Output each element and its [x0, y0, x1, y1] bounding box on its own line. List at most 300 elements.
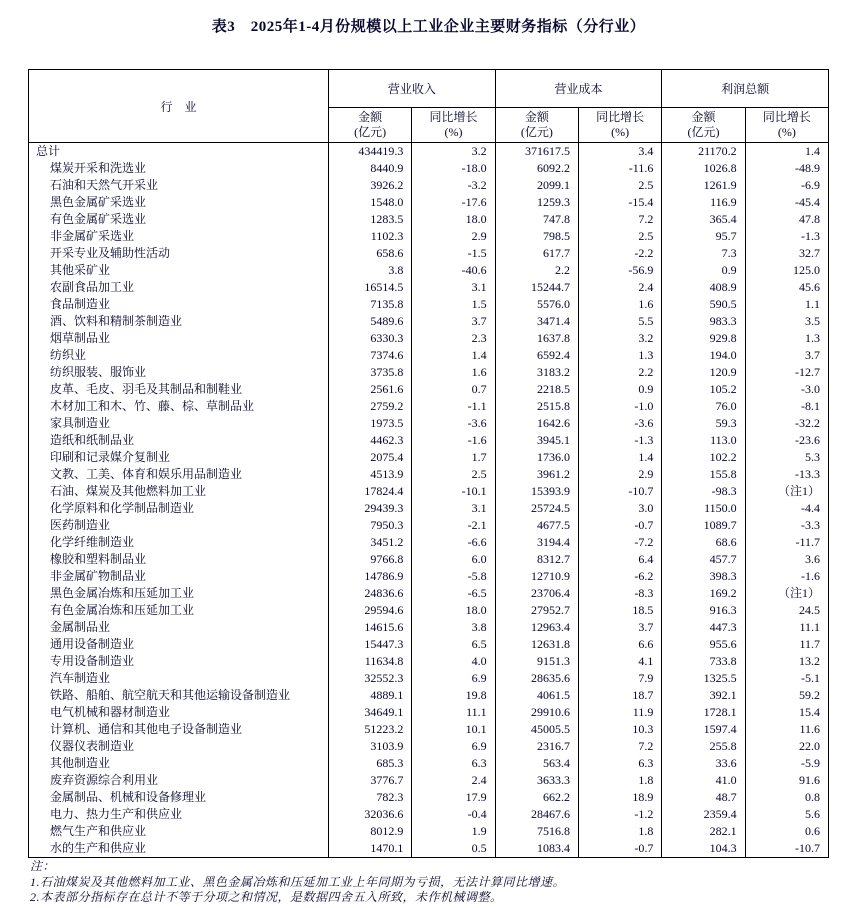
industry-name: 金属制品业 — [29, 619, 329, 636]
value-cell: 282.1 — [662, 823, 745, 840]
table-row — [29, 483, 829, 500]
value-cell: -3.2 — [412, 177, 495, 194]
value-cell: 3.7 — [579, 619, 662, 636]
table-row — [29, 687, 829, 704]
value-cell: 0.9 — [662, 262, 745, 279]
value-cell: -0.7 — [579, 517, 662, 534]
value-cell: 929.8 — [662, 330, 745, 347]
header-growth-unit: (%) — [611, 125, 630, 139]
value-cell: -23.6 — [745, 432, 828, 449]
value-cell: -2.1 — [412, 517, 495, 534]
value-cell: -1.5 — [412, 245, 495, 262]
value-cell: -3.6 — [579, 415, 662, 432]
industry-name: 化学原料和化学制品制造业 — [29, 500, 329, 517]
value-cell: 3.7 — [412, 313, 495, 330]
value-cell: 11.1 — [412, 704, 495, 721]
value-cell: -10.7 — [745, 840, 828, 858]
value-cell: 17824.4 — [329, 483, 412, 500]
value-cell: 105.2 — [662, 381, 745, 398]
value-cell: 59.3 — [662, 415, 745, 432]
value-cell: 617.7 — [495, 245, 578, 262]
industry-name: 其他采矿业 — [29, 262, 329, 279]
value-cell: 1548.0 — [329, 194, 412, 211]
value-cell: 1973.5 — [329, 415, 412, 432]
header-total-profit: 利润总额 — [662, 70, 829, 108]
value-cell: 1637.8 — [495, 330, 578, 347]
value-cell: 24.5 — [745, 602, 828, 619]
table-row — [29, 347, 829, 364]
industry-name: 印刷和记录媒介复制业 — [29, 449, 329, 466]
value-cell: 3.2 — [412, 143, 495, 161]
value-cell: 563.4 — [495, 755, 578, 772]
industry-name: 有色金属冶炼和压延加工业 — [29, 602, 329, 619]
value-cell: -0.7 — [579, 840, 662, 858]
value-cell: -6.2 — [579, 568, 662, 585]
table-row — [29, 721, 829, 738]
table-row — [29, 313, 829, 330]
value-cell: 1.1 — [745, 296, 828, 313]
value-cell: -6.9 — [745, 177, 828, 194]
table-row — [29, 398, 829, 415]
value-cell: -18.0 — [412, 160, 495, 177]
value-cell: 2.9 — [579, 466, 662, 483]
industry-name: 黑色金属冶炼和压延加工业 — [29, 585, 329, 602]
table-row — [29, 585, 829, 602]
value-cell: 10.3 — [579, 721, 662, 738]
value-cell: 5.3 — [745, 449, 828, 466]
value-cell: 4677.5 — [495, 517, 578, 534]
value-cell: 22.0 — [745, 738, 828, 755]
value-cell: -11.7 — [745, 534, 828, 551]
value-cell: 1.3 — [745, 330, 828, 347]
industry-name: 烟草制品业 — [29, 330, 329, 347]
value-cell: 6092.2 — [495, 160, 578, 177]
table-row — [29, 517, 829, 534]
value-cell: 0.5 — [412, 840, 495, 858]
value-cell: -13.3 — [745, 466, 828, 483]
value-cell: 18.7 — [579, 687, 662, 704]
table-row — [29, 704, 829, 721]
value-cell: 1325.5 — [662, 670, 745, 687]
header-amount-unit: (亿元) — [354, 125, 387, 139]
value-cell: 2359.4 — [662, 806, 745, 823]
value-cell: 2.5 — [579, 228, 662, 245]
value-cell: 9151.3 — [495, 653, 578, 670]
header-growth-label: 同比增长 — [762, 110, 811, 124]
value-cell: 5.5 — [579, 313, 662, 330]
value-cell: 0.7 — [412, 381, 495, 398]
table-row — [29, 602, 829, 619]
value-cell: 41.0 — [662, 772, 745, 789]
value-cell: 18.5 — [579, 602, 662, 619]
table-row — [29, 381, 829, 398]
value-cell: 32552.3 — [329, 670, 412, 687]
value-cell: 1.6 — [412, 364, 495, 381]
value-cell: 1.9 — [412, 823, 495, 840]
header-cost-amount — [495, 108, 578, 143]
value-cell: -6.5 — [412, 585, 495, 602]
value-cell: 747.8 — [495, 211, 578, 228]
industry-name: 酒、饮料和精制茶制造业 — [29, 313, 329, 330]
value-cell: -0.4 — [412, 806, 495, 823]
value-cell: 48.7 — [662, 789, 745, 806]
value-cell: -1.1 — [412, 398, 495, 415]
industry-name: 汽车制造业 — [29, 670, 329, 687]
value-cell: 2075.4 — [329, 449, 412, 466]
value-cell: 18.0 — [412, 602, 495, 619]
value-cell: 447.3 — [662, 619, 745, 636]
header-growth-label: 同比增长 — [429, 110, 478, 124]
table-row — [29, 330, 829, 347]
industry-name: 废弃资源综合利用业 — [29, 772, 329, 789]
value-cell: -12.7 — [745, 364, 828, 381]
table-row — [29, 755, 829, 772]
value-cell: 2515.8 — [495, 398, 578, 415]
value-cell: 2218.5 — [495, 381, 578, 398]
value-cell: 3.5 — [745, 313, 828, 330]
value-cell: -48.9 — [745, 160, 828, 177]
table-row — [29, 364, 829, 381]
table-row — [29, 177, 829, 194]
value-cell: 1259.3 — [495, 194, 578, 211]
value-cell: -45.4 — [745, 194, 828, 211]
value-cell: 733.8 — [662, 653, 745, 670]
value-cell: 3.8 — [329, 262, 412, 279]
table-row — [29, 194, 829, 211]
table-row — [29, 551, 829, 568]
industry-name: 文教、工美、体育和娱乐用品制造业 — [29, 466, 329, 483]
industry-name: 开采专业及辅助性活动 — [29, 245, 329, 262]
industry-name: 金属制品、机械和设备修理业 — [29, 789, 329, 806]
value-cell: 3633.3 — [495, 772, 578, 789]
value-cell: 6592.4 — [495, 347, 578, 364]
value-cell: 16514.5 — [329, 279, 412, 296]
industry-name: 电气机械和器材制造业 — [29, 704, 329, 721]
industry-name: 非金属矿物制品业 — [29, 568, 329, 585]
value-cell: -15.4 — [579, 194, 662, 211]
table-row — [29, 245, 829, 262]
value-cell: -56.9 — [579, 262, 662, 279]
value-cell: 371617.5 — [495, 143, 578, 161]
value-cell: 116.9 — [662, 194, 745, 211]
industry-name: 燃气生产和供应业 — [29, 823, 329, 840]
value-cell: 13.2 — [745, 653, 828, 670]
table-row — [29, 840, 829, 858]
value-cell: 4889.1 — [329, 687, 412, 704]
header-growth-unit: (%) — [777, 125, 796, 139]
header-industry: 行 业 — [29, 70, 329, 143]
value-cell: -32.2 — [745, 415, 828, 432]
value-cell: 120.9 — [662, 364, 745, 381]
value-cell: 5576.0 — [495, 296, 578, 313]
industry-name: 化学纤维制造业 — [29, 534, 329, 551]
value-cell: 6.6 — [579, 636, 662, 653]
value-cell: 7374.6 — [329, 347, 412, 364]
table-row — [29, 772, 829, 789]
value-cell: 2.9 — [412, 228, 495, 245]
value-cell: 3471.4 — [495, 313, 578, 330]
value-cell: 3.8 — [412, 619, 495, 636]
value-cell: 5.6 — [745, 806, 828, 823]
header-growth-unit: (%) — [444, 125, 463, 139]
industry-name: 专用设备制造业 — [29, 653, 329, 670]
value-cell: 6.3 — [412, 755, 495, 772]
industry-name: 计算机、通信和其他电子设备制造业 — [29, 721, 329, 738]
value-cell: 1.8 — [579, 823, 662, 840]
value-cell: 12710.9 — [495, 568, 578, 585]
value-cell: 1.6 — [579, 296, 662, 313]
value-cell: 3103.9 — [329, 738, 412, 755]
value-cell: 3451.2 — [329, 534, 412, 551]
value-cell: 1261.9 — [662, 177, 745, 194]
value-cell: 1283.5 — [329, 211, 412, 228]
value-cell: 11.1 — [745, 619, 828, 636]
header-revenue-amount — [329, 108, 412, 143]
value-cell: 102.2 — [662, 449, 745, 466]
value-cell: 5489.6 — [329, 313, 412, 330]
value-cell: 59.2 — [745, 687, 828, 704]
value-cell: 32.7 — [745, 245, 828, 262]
value-cell: 125.0 — [745, 262, 828, 279]
value-cell: 21170.2 — [662, 143, 745, 161]
value-cell: 2.4 — [412, 772, 495, 789]
industry-name: 水的生产和供应业 — [29, 840, 329, 858]
value-cell: 3.1 — [412, 500, 495, 517]
value-cell: 15.4 — [745, 704, 828, 721]
value-cell: 392.1 — [662, 687, 745, 704]
value-cell: -1.3 — [745, 228, 828, 245]
value-cell: 194.0 — [662, 347, 745, 364]
header-profit-growth — [745, 108, 828, 143]
table-row — [29, 296, 829, 313]
value-cell: -98.3 — [662, 483, 745, 500]
value-cell: -1.6 — [745, 568, 828, 585]
value-cell: 6.4 — [579, 551, 662, 568]
value-cell: 983.3 — [662, 313, 745, 330]
value-cell: 3945.1 — [495, 432, 578, 449]
value-cell: 1083.4 — [495, 840, 578, 858]
value-cell: 7516.8 — [495, 823, 578, 840]
value-cell: 28635.6 — [495, 670, 578, 687]
value-cell: 8012.9 — [329, 823, 412, 840]
header-operating-revenue: 营业收入 — [329, 70, 496, 108]
value-cell: 18.9 — [579, 789, 662, 806]
value-cell: 2759.2 — [329, 398, 412, 415]
value-cell: 1.4 — [745, 143, 828, 161]
value-cell: 91.6 — [745, 772, 828, 789]
value-cell: 1642.6 — [495, 415, 578, 432]
value-cell: -5.1 — [745, 670, 828, 687]
value-cell: 2.5 — [579, 177, 662, 194]
value-cell: 1.8 — [579, 772, 662, 789]
value-cell: 457.7 — [662, 551, 745, 568]
value-cell: 3.7 — [745, 347, 828, 364]
table-row — [29, 449, 829, 466]
value-cell: （注1） — [745, 585, 828, 602]
value-cell: 7.2 — [579, 211, 662, 228]
value-cell: -40.6 — [412, 262, 495, 279]
value-cell: -3.0 — [745, 381, 828, 398]
value-cell: 29439.3 — [329, 500, 412, 517]
table-row — [29, 534, 829, 551]
value-cell: 6.0 — [412, 551, 495, 568]
value-cell: 10.1 — [412, 721, 495, 738]
value-cell: -1.6 — [412, 432, 495, 449]
value-cell: -3.6 — [412, 415, 495, 432]
value-cell: 12963.4 — [495, 619, 578, 636]
value-cell: 2.2 — [579, 364, 662, 381]
industry-name: 造纸和纸制品业 — [29, 432, 329, 449]
value-cell: 3.6 — [745, 551, 828, 568]
value-cell: 17.9 — [412, 789, 495, 806]
value-cell: 4061.5 — [495, 687, 578, 704]
value-cell: 2.4 — [579, 279, 662, 296]
industry-name: 通用设备制造业 — [29, 636, 329, 653]
industry-name: 其他制造业 — [29, 755, 329, 772]
table-row — [29, 806, 829, 823]
value-cell: 6.9 — [412, 670, 495, 687]
value-cell: 45005.5 — [495, 721, 578, 738]
value-cell: 408.9 — [662, 279, 745, 296]
value-cell: 11634.8 — [329, 653, 412, 670]
table-body — [29, 143, 829, 858]
value-cell: 15393.9 — [495, 483, 578, 500]
value-cell: 51223.2 — [329, 721, 412, 738]
value-cell: 11.7 — [745, 636, 828, 653]
value-cell: 15447.3 — [329, 636, 412, 653]
value-cell: -6.6 — [412, 534, 495, 551]
table-row — [29, 568, 829, 585]
industry-name: 农副食品加工业 — [29, 279, 329, 296]
value-cell: 3194.4 — [495, 534, 578, 551]
value-cell: 2561.6 — [329, 381, 412, 398]
value-cell: 3.4 — [579, 143, 662, 161]
industry-name: 食品制造业 — [29, 296, 329, 313]
header-profit-amount — [662, 108, 745, 143]
value-cell: 45.6 — [745, 279, 828, 296]
value-cell: 9766.8 — [329, 551, 412, 568]
value-cell: 2.5 — [412, 466, 495, 483]
value-cell: 28467.6 — [495, 806, 578, 823]
value-cell: 0.8 — [745, 789, 828, 806]
industry-name: 木材加工和木、竹、藤、棕、草制品业 — [29, 398, 329, 415]
table-title: 表3 2025年1-4月份规模以上工业企业主要财务指标（分行业） — [211, 19, 646, 35]
value-cell: 169.2 — [662, 585, 745, 602]
value-cell: 6.3 — [579, 755, 662, 772]
header-amount-unit: (亿元) — [520, 125, 553, 139]
value-cell: 0.6 — [745, 823, 828, 840]
value-cell: 27952.7 — [495, 602, 578, 619]
footnote-2: 2.本表部分指标存在总计不等于分项之和情况，是数据四舍五入所致，未作机械调整。 — [30, 890, 503, 904]
value-cell: 6.9 — [412, 738, 495, 755]
value-cell: -2.2 — [579, 245, 662, 262]
value-cell: 3.0 — [579, 500, 662, 517]
industry-name: 非金属矿采选业 — [29, 228, 329, 245]
value-cell: -8.3 — [579, 585, 662, 602]
industry-name: 铁路、船舶、航空航天和其他运输设备制造业 — [29, 687, 329, 704]
value-cell: 113.0 — [662, 432, 745, 449]
value-cell: 365.4 — [662, 211, 745, 228]
value-cell: 2.2 — [495, 262, 578, 279]
value-cell: 23706.4 — [495, 585, 578, 602]
value-cell: 1728.1 — [662, 704, 745, 721]
value-cell: 11.9 — [579, 704, 662, 721]
value-cell: 29910.6 — [495, 704, 578, 721]
value-cell: 4.1 — [579, 653, 662, 670]
table-row — [29, 619, 829, 636]
value-cell: 662.2 — [495, 789, 578, 806]
value-cell: 0.9 — [579, 381, 662, 398]
value-cell: 8312.7 — [495, 551, 578, 568]
table-row — [29, 160, 829, 177]
value-cell: 398.3 — [662, 568, 745, 585]
value-cell: -8.1 — [745, 398, 828, 415]
table-row — [29, 653, 829, 670]
value-cell: -4.4 — [745, 500, 828, 517]
value-cell: 7950.3 — [329, 517, 412, 534]
value-cell: 590.5 — [662, 296, 745, 313]
table-row — [29, 738, 829, 755]
header-amount-label: 金额 — [524, 110, 549, 124]
footnote-label: 注： — [30, 859, 56, 873]
value-cell: 1.7 — [412, 449, 495, 466]
value-cell: 3926.2 — [329, 177, 412, 194]
table-row — [29, 789, 829, 806]
value-cell: 1470.1 — [329, 840, 412, 858]
value-cell: -1.2 — [579, 806, 662, 823]
value-cell: 4513.9 — [329, 466, 412, 483]
value-cell: 12631.8 — [495, 636, 578, 653]
value-cell: 2099.1 — [495, 177, 578, 194]
value-cell: 19.8 — [412, 687, 495, 704]
value-cell: 1.4 — [579, 449, 662, 466]
value-cell: 916.3 — [662, 602, 745, 619]
value-cell: 3183.2 — [495, 364, 578, 381]
industry-name: 有色金属矿采选业 — [29, 211, 329, 228]
value-cell: 25724.5 — [495, 500, 578, 517]
value-cell: 658.6 — [329, 245, 412, 262]
table-row — [29, 500, 829, 517]
footnotes — [30, 859, 565, 906]
value-cell: -1.0 — [579, 398, 662, 415]
value-cell: （注1） — [745, 483, 828, 500]
value-cell: -3.3 — [745, 517, 828, 534]
value-cell: 3735.8 — [329, 364, 412, 381]
industry-name: 煤炭开采和洗选业 — [29, 160, 329, 177]
value-cell: -5.9 — [745, 755, 828, 772]
value-cell: 1150.0 — [662, 500, 745, 517]
value-cell: 11.6 — [745, 721, 828, 738]
value-cell: -10.1 — [412, 483, 495, 500]
table-header — [29, 70, 829, 143]
header-revenue-growth — [412, 108, 495, 143]
value-cell: 1597.4 — [662, 721, 745, 738]
value-cell: 2316.7 — [495, 738, 578, 755]
value-cell: 7135.8 — [329, 296, 412, 313]
table-row — [29, 415, 829, 432]
value-cell: 255.8 — [662, 738, 745, 755]
header-amount-label: 金额 — [691, 110, 716, 124]
header-group-row — [29, 70, 829, 108]
header-amount-label: 金额 — [358, 110, 383, 124]
value-cell: 18.0 — [412, 211, 495, 228]
value-cell: 685.3 — [329, 755, 412, 772]
industry-name: 纺织服装、服饰业 — [29, 364, 329, 381]
value-cell: -7.2 — [579, 534, 662, 551]
table-row — [29, 228, 829, 245]
value-cell: 15244.7 — [495, 279, 578, 296]
industry-name: 电力、热力生产和供应业 — [29, 806, 329, 823]
